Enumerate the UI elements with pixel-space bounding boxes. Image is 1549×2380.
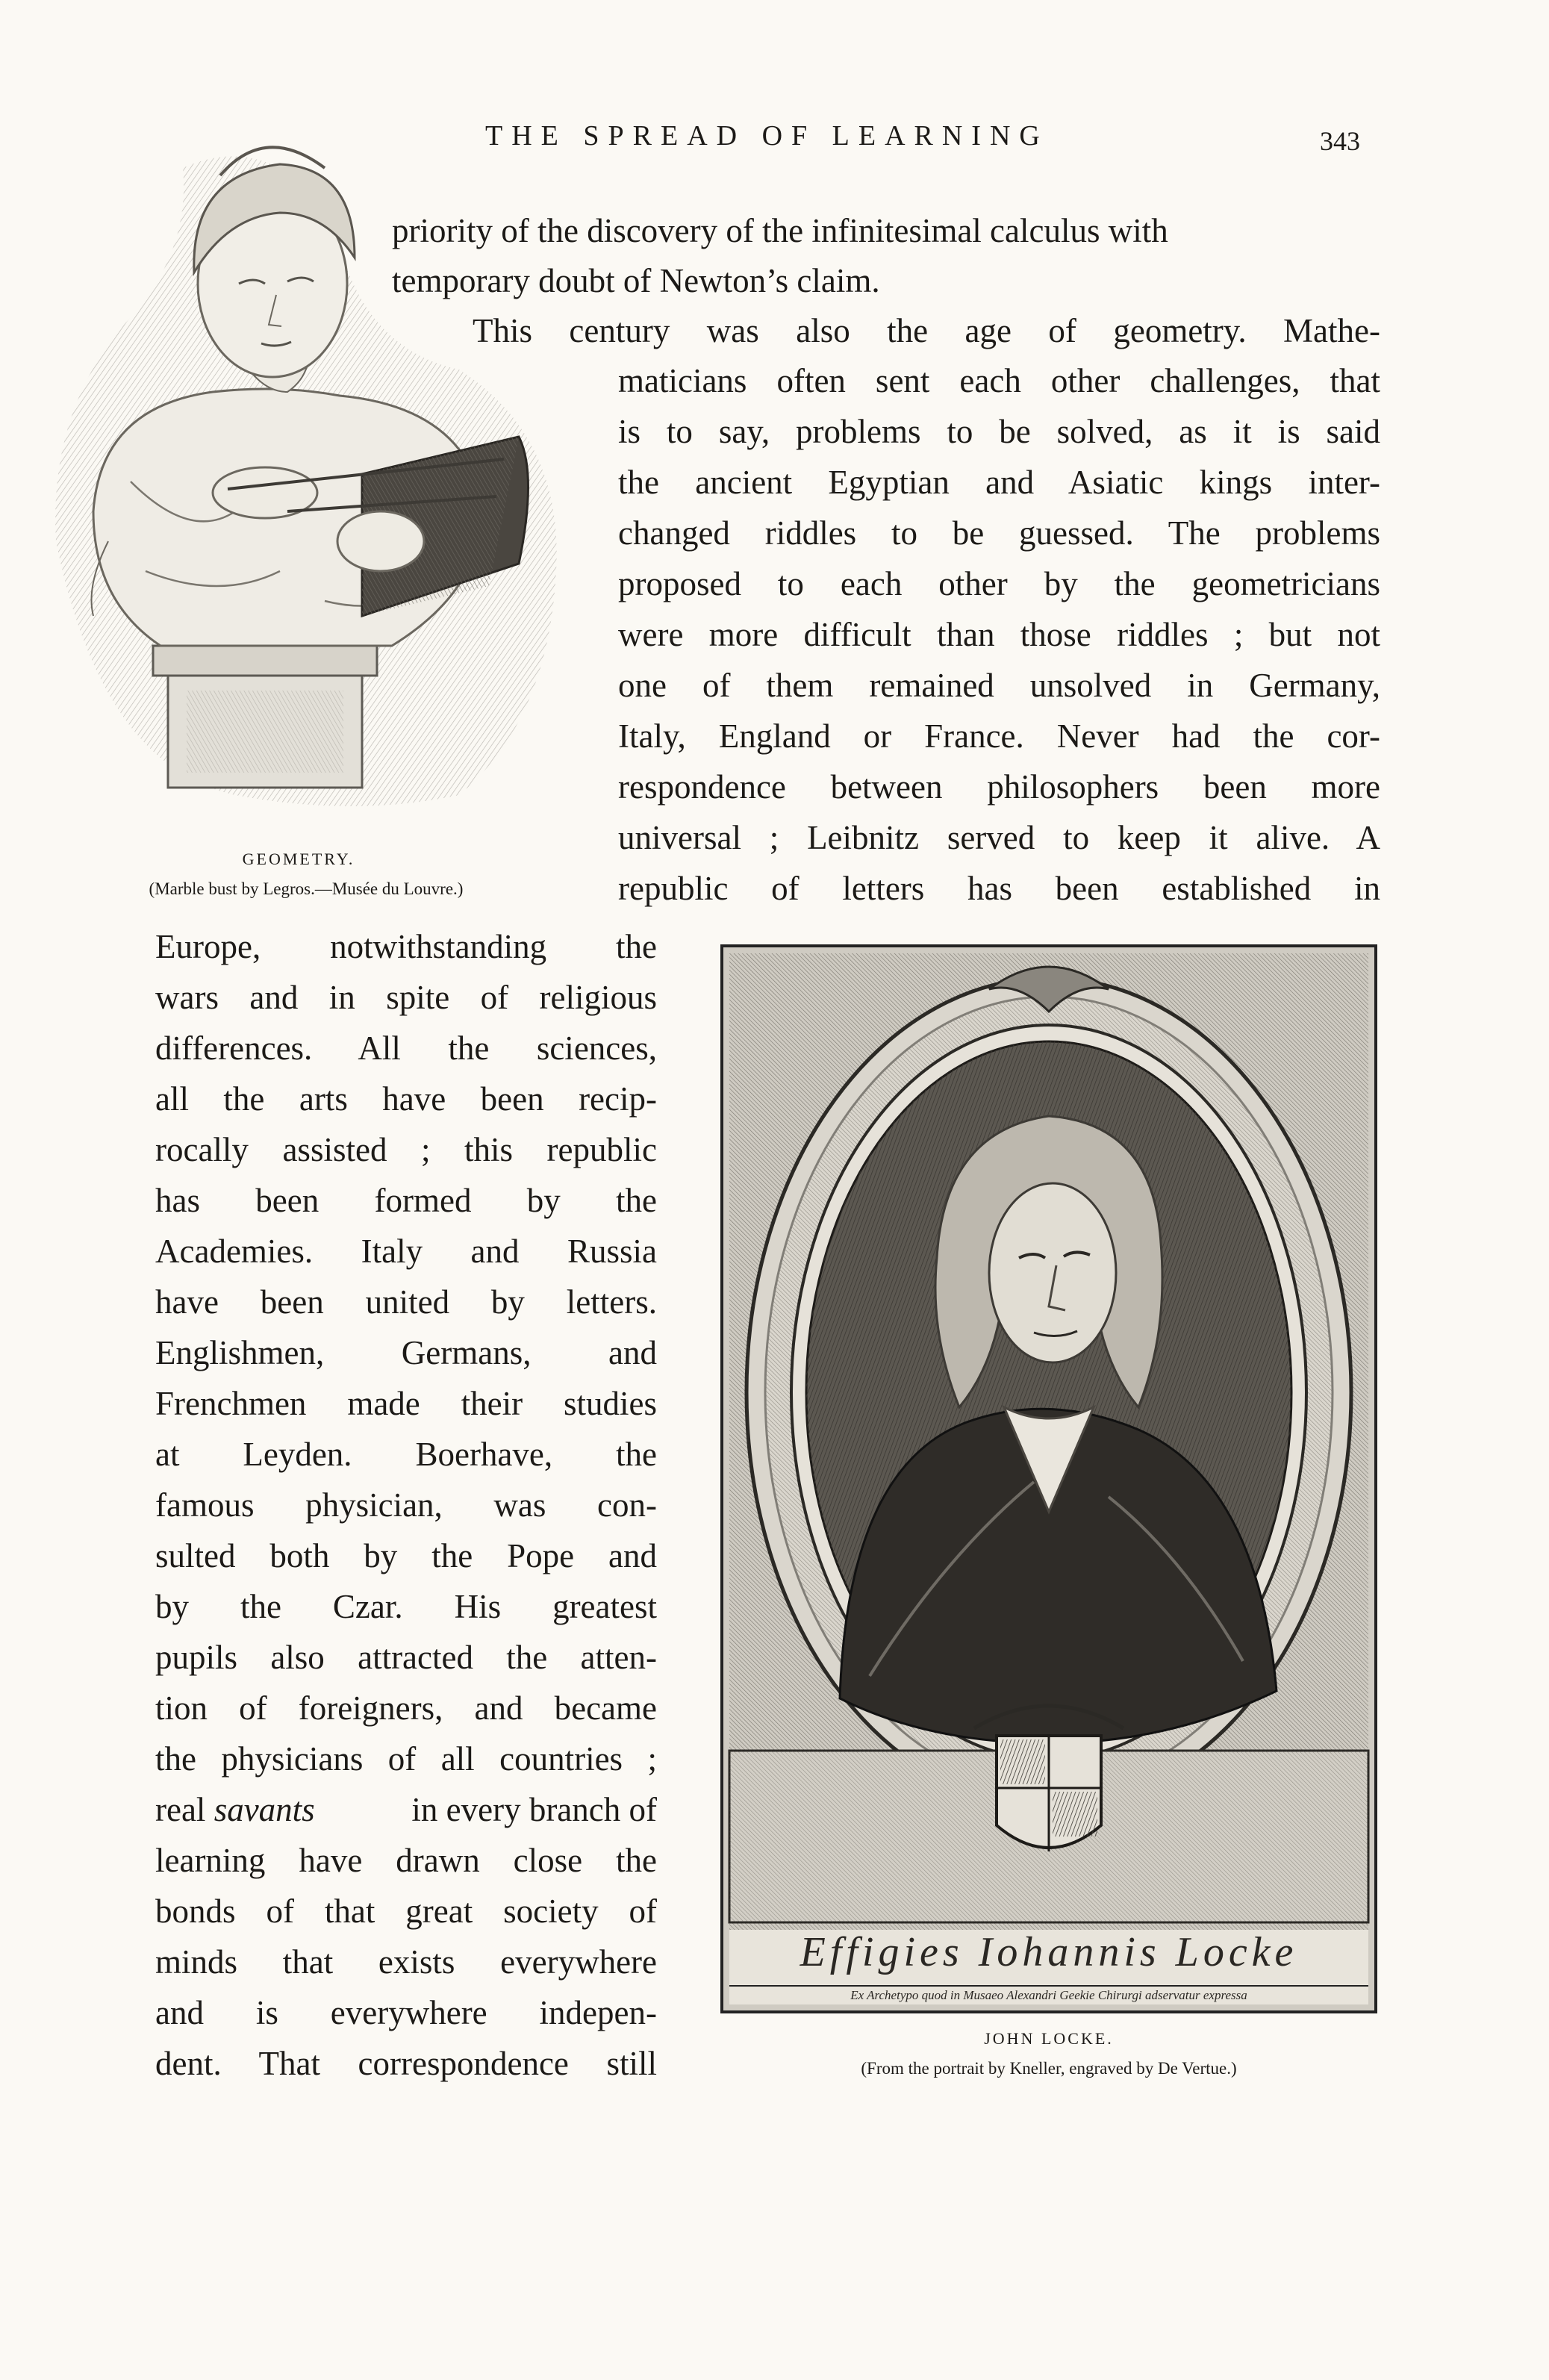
body-line: respondence between philosophers been more [618, 768, 1380, 806]
body-line: temporary doubt of Newton’s claim. [392, 262, 880, 299]
body-line: bonds of that great society of [155, 1893, 657, 1930]
portrait-engraver-line: Ex Archetypo quod in Musaeo Alexandri Geekie Chirurgi adservatur expressa [850, 1988, 1247, 2002]
body-line: all the arts have been recip- [155, 1080, 657, 1118]
emphasis-word: savants [214, 1791, 315, 1828]
body-line: proposed to each other by the geometricians [618, 565, 1380, 602]
body-line: differences. All the sciences, [155, 1029, 657, 1067]
body-line: at Leyden. Boerhave, the [155, 1436, 657, 1473]
body-line: Europe, notwithstanding the [155, 928, 657, 965]
body-line: were more difficult than those riddles ; but not [618, 616, 1380, 653]
body-line: the ancient Egyptian and Asiatic kings inter- [618, 464, 1380, 501]
geometry-caption-title: GEOMETRY. [242, 850, 355, 868]
page-number: 343 [1320, 126, 1360, 156]
body-line: by the Czar. His greatest [155, 1588, 657, 1625]
body-line: pupils also attracted the atten- [155, 1639, 657, 1676]
body-line-savants [155, 1785, 657, 1835]
body-line: learning have drawn close the [155, 1842, 657, 1879]
running-title: THE SPREAD OF LEARNING [485, 120, 1049, 152]
body-line: is to say, problems to be solved, as it is said [618, 413, 1380, 450]
body-line: tion of foreigners, and became [155, 1689, 657, 1727]
body-text: in every branch of [403, 1791, 657, 1828]
body-line: republic of letters has been established in [618, 870, 1380, 907]
body-line: Italy, England or France. Never had the cor- [618, 717, 1380, 755]
body-line: wars and in spite of religious [155, 979, 657, 1016]
body-line: has been formed by the [155, 1182, 657, 1219]
body-line: priority of the discovery of the infinitesimal calculus with [392, 212, 1168, 249]
body-line: the physicians of all countries ; [155, 1740, 657, 1778]
body-line: Frenchmen made their studies [155, 1385, 657, 1422]
body-line: maticians often sent each other challenges, that [618, 362, 1380, 399]
body-line: and is everywhere indepen- [155, 1994, 657, 2031]
geometry-caption-credit: (Marble bust by Legros.—Musée du Louvre.) [149, 879, 464, 898]
body-line: dent. That correspondence still [155, 2045, 657, 2082]
body-line: famous physician, was con- [155, 1486, 657, 1524]
body-line: universal ; Leibnitz served to keep it alive. A [618, 819, 1380, 856]
body-line: minds that exists everywhere [155, 1943, 657, 1981]
body-line: rocally assisted ; this republic [155, 1131, 657, 1168]
locke-caption-credit: (From the portrait by Kneller, engraved by De Vertue.) [861, 2059, 1237, 2078]
body-line: one of them remained unsolved in Germany, [618, 667, 1380, 704]
body-text: real [155, 1791, 214, 1828]
body-line: Academies. Italy and Russia [155, 1233, 657, 1270]
body-line: have been united by letters. [155, 1283, 657, 1321]
body-line: Englishmen, Germans, and [155, 1334, 657, 1371]
john-locke-engraving [720, 944, 1377, 2013]
body-line: This century was also the age of geometry. Mathe- [473, 312, 1380, 349]
locke-caption-title: JOHN LOCKE. [984, 2029, 1114, 2048]
portrait-inscription: Effigies Iohannis Locke [800, 1929, 1298, 1975]
john-locke-portrait-figure [720, 944, 1377, 2013]
body-line: changed riddles to be guessed. The problems [618, 514, 1380, 552]
body-line: sulted both by the Pope and [155, 1537, 657, 1574]
